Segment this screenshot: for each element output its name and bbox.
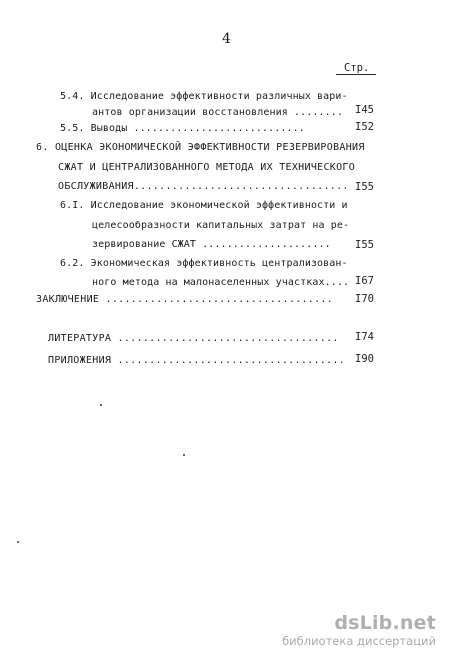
toc-6-page: I55	[355, 181, 374, 193]
scan-speck	[183, 454, 185, 456]
toc-5-5-page: I52	[355, 121, 374, 133]
toc-conclusion-page: I70	[355, 293, 374, 305]
toc-6-1-line-3: зервирование СЖАТ .....................	[92, 239, 331, 250]
toc-6-1-page: I55	[355, 239, 374, 251]
toc-literature-page: I74	[355, 331, 374, 343]
header-underline	[336, 74, 376, 75]
toc-5-4-page: I45	[355, 104, 374, 116]
toc-6-2-line-1: 6.2. Экономическая эффективность централизован-	[60, 258, 348, 269]
toc-conclusion: ЗАКЛЮЧЕНИЕ ....................................	[36, 294, 334, 305]
toc-6-2-line-2: ного метода на малонаселенных участках....	[92, 277, 350, 288]
toc-5-4-line-2: антов организации восстановления ........	[92, 107, 343, 118]
toc-6-1-line-2: целесообразности капитальных затрат на ре-	[92, 220, 350, 231]
toc-5-5-line-1: 5.5. Выводы ............................	[60, 123, 305, 134]
toc-6-line-1: 6. ОЦЕНКА ЭКОНОМИЧЕСКОЙ ЭФФЕКТИВНОСТИ РЕЗЕРВИРОВАНИЯ	[36, 142, 365, 153]
toc-6-line-3: ОБСЛУЖИВАНИЯ..................................	[58, 181, 349, 192]
scan-speck	[17, 541, 19, 543]
toc-6-1-line-1: 6.I. Исследование экономической эффективности и	[60, 200, 348, 211]
toc-literature: ЛИТЕРАТУРА ...................................	[48, 333, 339, 344]
toc-5-4-line-1: 5.4. Исследование эффективности различных вари-	[60, 91, 348, 102]
toc-appendices: ПРИЛОЖЕНИЯ ....................................	[48, 355, 346, 366]
toc-6-line-2: СЖАТ И ЦЕНТРАЛИЗОВАННОГО МЕТОДА ИХ ТЕХНИЧЕСКОГО	[58, 162, 356, 173]
page-column-header: Стр.	[344, 62, 370, 74]
toc-appendices-page: I90	[355, 353, 374, 365]
toc-6-2-page: I67	[355, 275, 374, 287]
watermark-subtitle: библиотека диссертаций	[282, 634, 436, 648]
watermark-logo: dsLib.net	[334, 612, 436, 634]
page-number: 4	[222, 31, 231, 47]
scan-speck	[100, 404, 102, 406]
